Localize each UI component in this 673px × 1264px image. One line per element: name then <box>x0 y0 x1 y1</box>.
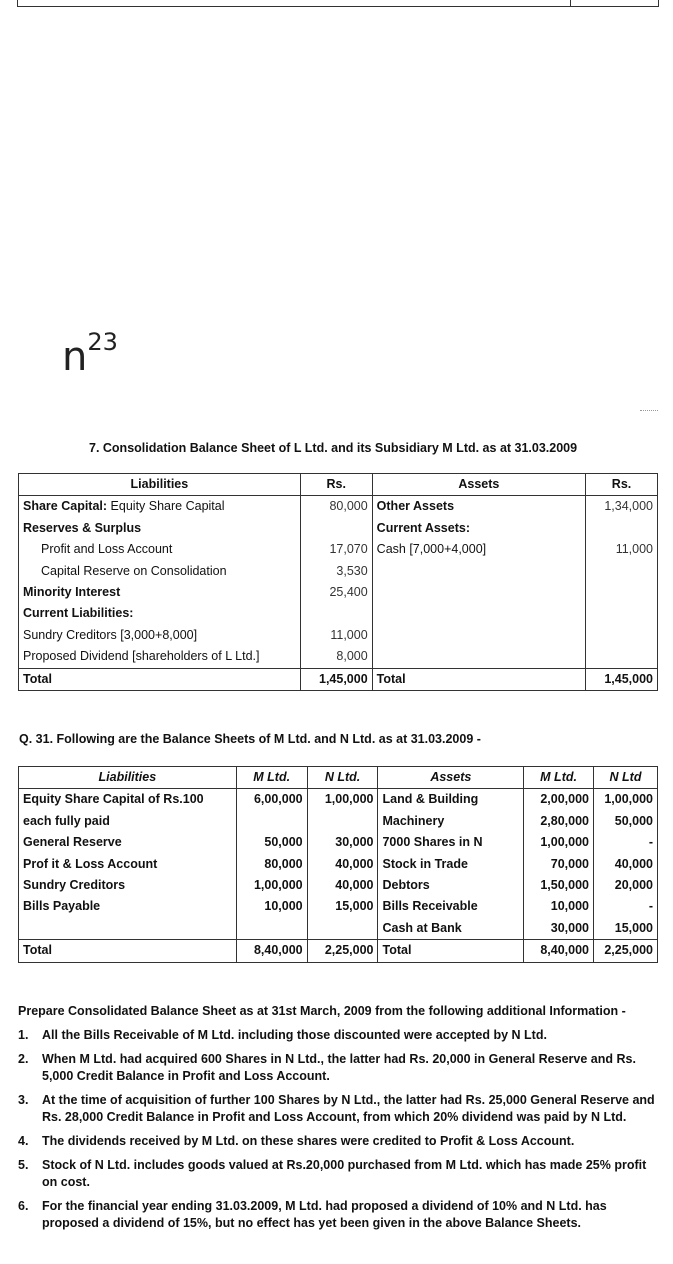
liability-label: General Reserve <box>19 832 237 853</box>
amount: 80,000 <box>300 496 372 518</box>
m-ltd-amount: 1,00,000 <box>524 832 594 853</box>
table-row <box>19 603 658 624</box>
table-row <box>19 518 658 539</box>
balance-sheets-m-n-table <box>18 766 658 963</box>
total-row <box>19 940 658 962</box>
table-row <box>19 896 658 917</box>
m-ltd-amount: 30,000 <box>524 918 594 940</box>
amount: 3,530 <box>300 561 372 582</box>
liability-label: Profit and Loss Account <box>19 539 301 560</box>
table-header-row <box>19 474 658 496</box>
m-ltd-amount: 6,00,000 <box>236 789 307 811</box>
n-ltd-amount: 1,00,000 <box>307 789 378 811</box>
table-row <box>19 918 658 940</box>
header-n-ltd: N Ltd. <box>307 767 378 789</box>
decorative-dash <box>640 410 658 411</box>
header-liabilities: Liabilities <box>19 767 237 789</box>
header-m-ltd: M Ltd. <box>524 767 594 789</box>
m-ltd-amount: 2,00,000 <box>524 789 594 811</box>
n-ltd-amount: 15,000 <box>307 896 378 917</box>
table-row <box>19 832 658 853</box>
table-row <box>19 625 658 646</box>
m-ltd-amount: 10,000 <box>236 896 307 917</box>
total-label: Total <box>372 668 585 690</box>
table-header-row <box>19 767 658 789</box>
asset-label: Machinery <box>378 811 524 832</box>
n-ltd-amount: 40,000 <box>307 854 378 875</box>
asset-label: Cash [7,000+4,000] <box>372 539 585 560</box>
previous-table-bottom-edge <box>17 0 659 7</box>
liability-label: Sundry Creditors <box>19 875 237 896</box>
liability-label: Equity Share Capital of Rs.100 <box>19 789 237 811</box>
table-row <box>19 811 658 832</box>
header-assets: Assets <box>372 474 585 496</box>
header-liabilities: Liabilities <box>19 474 301 496</box>
instruction-text: Prepare Consolidated Balance Sheet as at 31st March, 2009 from the following additional Information - <box>18 1004 626 1018</box>
m-ltd-amount: 1,00,000 <box>236 875 307 896</box>
m-ltd-total: 8,40,000 <box>236 940 307 962</box>
asset-label: Current Assets: <box>372 518 585 539</box>
n-ltd-amount: - <box>594 896 658 917</box>
list-item: 4. The dividends received by M Ltd. on these shares were credited to Profit & Loss Account. <box>18 1134 575 1148</box>
m-ltd-total: 8,40,000 <box>524 940 594 962</box>
question-31-title: Q. 31. Following are the Balance Sheets of M Ltd. and N Ltd. as at 31.03.2009 - <box>19 732 481 746</box>
header-rs: Rs. <box>300 474 372 496</box>
liability-label: Reserves & Surplus <box>19 518 301 539</box>
table-row <box>19 582 658 603</box>
liability-label: Sundry Creditors [3,000+8,000] <box>19 625 301 646</box>
table-row <box>19 539 658 560</box>
n-ltd-amount: 50,000 <box>594 811 658 832</box>
liability-label: each fully paid <box>19 811 237 832</box>
table-row <box>19 854 658 875</box>
table-row <box>19 789 658 811</box>
liability-label: Proposed Dividend [shareholders of L Ltd.] <box>19 646 301 668</box>
liability-label: Current Liabilities: <box>19 603 301 624</box>
m-ltd-amount: 2,80,000 <box>524 811 594 832</box>
liability-label: Minority Interest <box>19 582 301 603</box>
amount: 11,000 <box>300 625 372 646</box>
m-ltd-amount: 10,000 <box>524 896 594 917</box>
total-amount: 1,45,000 <box>586 668 658 690</box>
liability-label: Share Capital: <box>23 499 108 514</box>
header-assets: Assets <box>378 767 524 789</box>
n-ltd-amount: 40,000 <box>307 875 378 896</box>
additional-information-list <box>18 1027 660 1239</box>
amount: 11,000 <box>586 539 658 560</box>
asset-label: Cash at Bank <box>378 918 524 940</box>
list-item: 2. When M Ltd. had acquired 600 Shares in N Ltd., the latter had Rs. 20,000 in General Reserve and Rs. 5,000 Credit Balance in Profit and Loss Account. <box>18 1052 636 1083</box>
balance-sheet-7-title: 7. Consolidation Balance Sheet of L Ltd. and its Subsidiary M Ltd. as at 31.03.2009 <box>89 441 578 455</box>
n-ltd-amount: - <box>594 832 658 853</box>
asset-label: Other Assets <box>372 496 585 518</box>
page-number: $n^{23}$ <box>62 328 118 380</box>
n-ltd-amount: 15,000 <box>594 918 658 940</box>
amount: 17,070 <box>300 539 372 560</box>
n-ltd-total: 2,25,000 <box>594 940 658 962</box>
liability-label: Equity Share Capital <box>110 499 225 514</box>
n-ltd-amount: 1,00,000 <box>594 789 658 811</box>
m-ltd-amount: 1,50,000 <box>524 875 594 896</box>
n-ltd-total: 2,25,000 <box>307 940 378 962</box>
amount: 1,34,000 <box>586 496 658 518</box>
consolidated-balance-sheet-table <box>18 473 658 691</box>
total-label: Total <box>19 668 301 690</box>
table-row <box>19 875 658 896</box>
header-rs: Rs. <box>586 474 658 496</box>
asset-label: Land & Building <box>378 789 524 811</box>
list-item: 6. For the financial year ending 31.03.2009, M Ltd. had proposed a dividend of 10% and N Ltd. has proposed a dividend of 15%, but no effect has yet been given in the above Balance Sheets. <box>18 1199 607 1230</box>
liability-label: Capital Reserve on Consolidation <box>19 561 301 582</box>
header-n-ltd: N Ltd <box>594 767 658 789</box>
total-row <box>19 668 658 690</box>
table-row <box>19 561 658 582</box>
total-label: Total <box>19 940 237 962</box>
m-ltd-amount: 70,000 <box>524 854 594 875</box>
n-ltd-amount: 30,000 <box>307 832 378 853</box>
n-ltd-amount: 40,000 <box>594 854 658 875</box>
table-row <box>19 496 658 518</box>
amount: 8,000 <box>300 646 372 668</box>
liability-label: Bills Payable <box>19 896 237 917</box>
liability-label: Prof it & Loss Account <box>19 854 237 875</box>
total-amount: 1,45,000 <box>300 668 372 690</box>
asset-label: Debtors <box>378 875 524 896</box>
m-ltd-amount: 80,000 <box>236 854 307 875</box>
table-row <box>19 646 658 668</box>
list-item: 3. At the time of acquisition of further 100 Shares by N Ltd., the latter had Rs. 25,000 General Reserve and Rs. 28,000 Credit Balance in Profit and Loss Account, from which 20% dividend was paid by N Ltd. <box>18 1093 655 1124</box>
amount: 25,400 <box>300 582 372 603</box>
asset-label: Bills Receivable <box>378 896 524 917</box>
m-ltd-amount: 50,000 <box>236 832 307 853</box>
header-m-ltd: M Ltd. <box>236 767 307 789</box>
asset-label: Stock in Trade <box>378 854 524 875</box>
list-item: 5. Stock of N Ltd. includes goods valued at Rs.20,000 purchased from M Ltd. which has made 25% profit on cost. <box>18 1158 647 1189</box>
asset-label: 7000 Shares in N <box>378 832 524 853</box>
n-ltd-amount: 20,000 <box>594 875 658 896</box>
total-label: Total <box>378 940 524 962</box>
list-item: 1. All the Bills Receivable of M Ltd. including those discounted were accepted by N Ltd. <box>18 1028 547 1042</box>
